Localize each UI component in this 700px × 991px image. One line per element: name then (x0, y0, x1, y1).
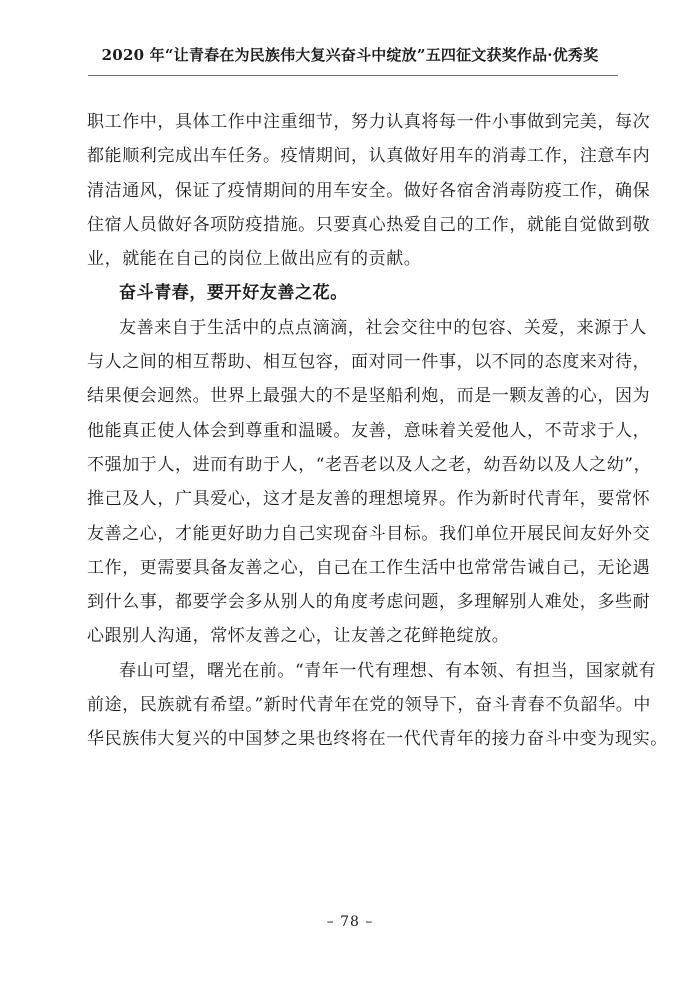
text-line: 推己及人，广具爱心，这才是友善的理想境界。作为新时代青年，要常怀 (87, 489, 651, 510)
text-line: 前途，民族就有希望。”新时代青年在党的领导下，奋斗青春不负韶华。中 (87, 695, 651, 716)
text-line: 清洁通风，保证了疫情期间的用车安全。做好各宿舍消毒防疫工作，确保 (87, 180, 651, 201)
text-line: 住宿人员做好各项防疫措施。只要真心热爱自己的工作，就能自觉做到敬 (87, 214, 651, 235)
text-line: 华民族伟大复兴的中国梦之果也终将在一代代青年的接力奋斗中变为现实。 (87, 729, 668, 750)
text-line: 到什么事，都要学会多从别人的角度考虑问题，多理解别人难处，多些耐 (87, 592, 651, 613)
document-body (87, 105, 668, 757)
text-line: 职工作中，具体工作中注重细节，努力认真将每一件小事做到完美，每次 (87, 112, 651, 132)
page-header-title: 2020 年“让青春在为民族伟大复兴奋斗中绽放”五四征文获奖作品·优秀奖 (101, 46, 599, 64)
text-line: 友善之心，才能更好助力自己实现奋斗目标。我们单位开展民间友好外交 (87, 523, 651, 544)
text-line: 工作，更需要具备友善之心，自己在工作生活中也常常告诫自己，无论遇 (87, 557, 651, 578)
page-number: – 78 – (326, 914, 374, 930)
section-heading: 奋斗青春，要开好友善之花。 (119, 283, 348, 304)
text-line: 不强加于人，进而有助于人，“老吾老以及人之老，幼吾幼以及人之幼”， (87, 454, 652, 475)
text-line: 春山可望，曙光在前。“青年一代有理想、有本领、有担当，国家就有 (119, 660, 657, 681)
text-line: 都能顺利完成出车任务。疫情期间，认真做好用车的消毒工作，注意车内 (87, 146, 651, 167)
text-line: 结果便会迥然。世界上最强大的不是坚船利炮，而是一颗友善的心，因为 (87, 386, 651, 407)
text-line: 与人之间的相互帮助、相互包容，面对同一件事，以不同的态度来对待， (87, 352, 651, 373)
text-line: 心跟别人沟通，常怀友善之心，让友善之花鲜艳绽放。 (87, 626, 510, 647)
text-line: 业，就能在自己的岗位上做出应有的贡献。 (87, 249, 422, 270)
header-divider (88, 75, 618, 76)
text-line: 友善来自于生活中的点点滴滴，社会交往中的包容、关爱，来源于人 (119, 317, 647, 338)
text-line: 他能真正使人体会到尊重和温暖。友善，意味着关爱他人，不苛求于人， (87, 420, 651, 441)
